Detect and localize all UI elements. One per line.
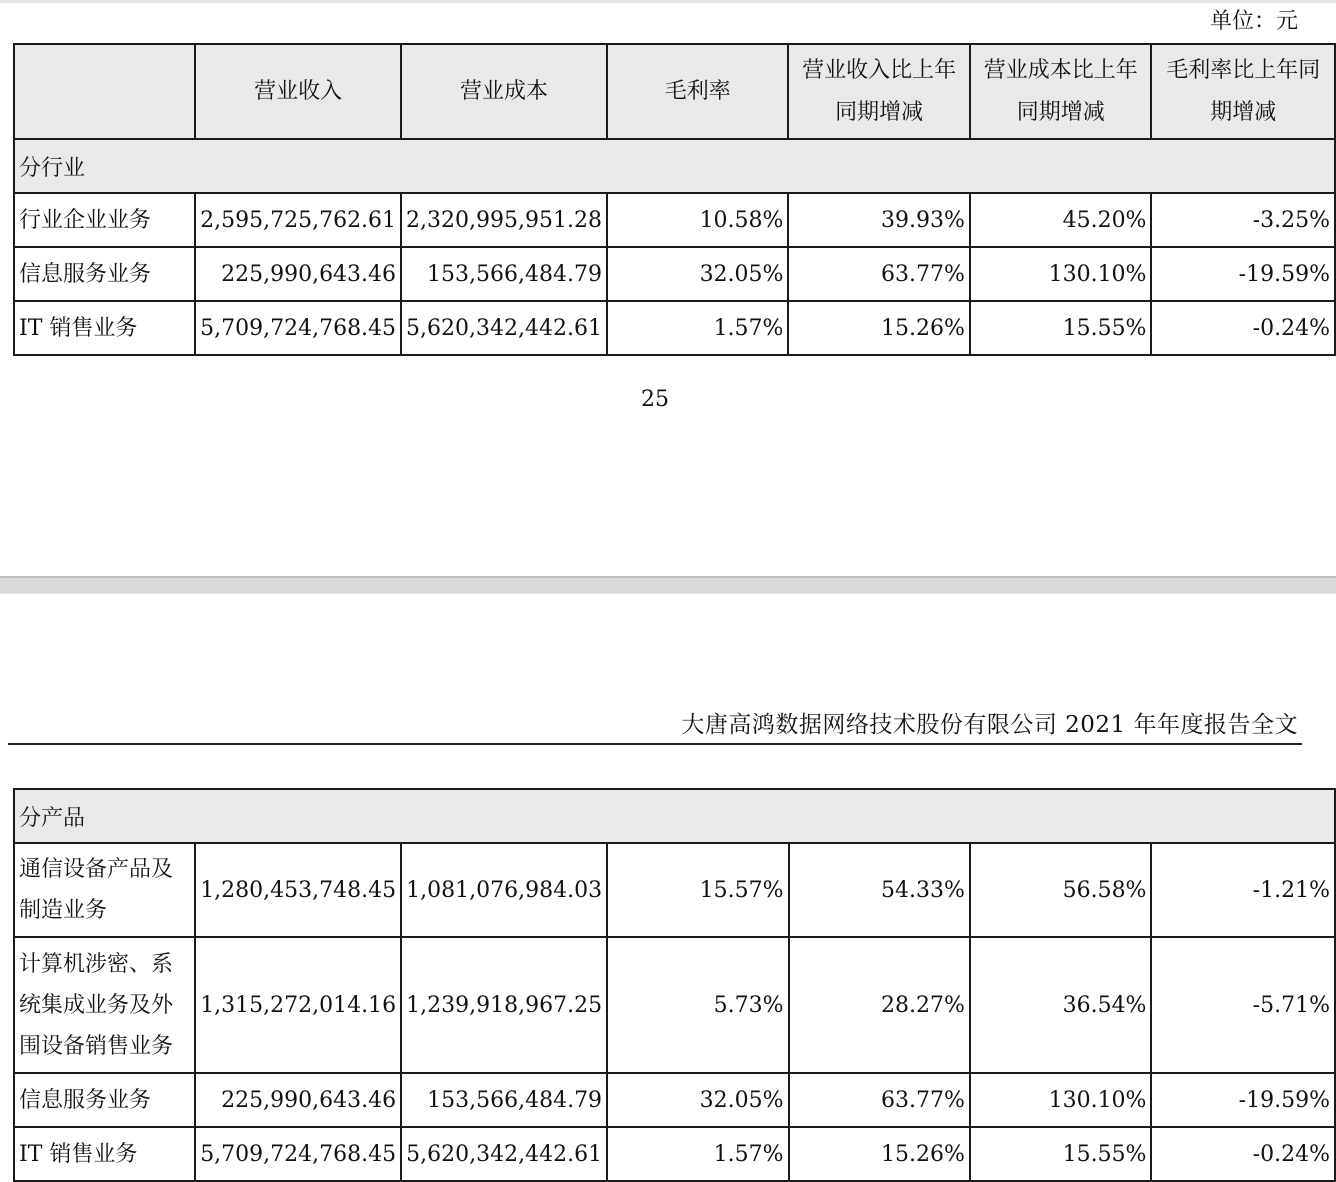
header-revenue: 营业收入 [195, 44, 401, 139]
margin-change-cell: -19.59% [1151, 1073, 1335, 1127]
cost-change-cell: 15.55% [970, 1127, 1152, 1181]
table-row [14, 937, 1335, 1073]
cost-change-cell: 56.58% [970, 843, 1152, 937]
table-row [14, 301, 1335, 355]
margin-cell: 10.58% [607, 193, 788, 247]
margin-cell: 15.57% [607, 843, 788, 937]
page-top [0, 0, 1336, 576]
header-blank [14, 44, 195, 139]
cost-change-cell: 130.10% [970, 1073, 1152, 1127]
row-name: 信息服务业务 [14, 1073, 195, 1127]
revenue-cell: 5,709,724,768.45 [195, 1127, 401, 1181]
cost-change-cell: 45.20% [970, 193, 1152, 247]
table-row [14, 193, 1335, 247]
cost-cell: 5,620,342,442.61 [401, 301, 607, 355]
margin-cell: 1.57% [607, 1127, 788, 1181]
margin-change-cell: -0.24% [1151, 1127, 1335, 1181]
margin-change-cell: -0.24% [1151, 301, 1335, 355]
cost-cell: 2,320,995,951.28 [401, 193, 607, 247]
table-row [14, 247, 1335, 301]
section-row-product [14, 789, 1335, 843]
header-cost: 营业成本 [401, 44, 607, 139]
revenue-change-cell: 28.27% [789, 937, 970, 1073]
table-row [14, 1073, 1335, 1127]
title-rule [8, 743, 1302, 745]
margin-change-cell: -1.21% [1151, 843, 1335, 937]
row-name: 计算机涉密、系统集成业务及外围设备销售业务 [14, 937, 195, 1073]
margin-cell: 32.05% [607, 1073, 788, 1127]
margin-cell: 32.05% [607, 247, 788, 301]
revenue-cell: 5,709,724,768.45 [195, 301, 401, 355]
cost-cell: 5,620,342,442.61 [401, 1127, 607, 1181]
row-name: 信息服务业务 [14, 247, 195, 301]
revenue-change-cell: 15.26% [788, 301, 969, 355]
unit-label: 单位：元 [1209, 9, 1298, 34]
cost-cell: 153,566,484.79 [401, 247, 607, 301]
report-title: 大唐高鸿数据网络技术股份有限公司 2021 年年度报告全文 [681, 712, 1298, 738]
cost-change-cell: 15.55% [970, 301, 1152, 355]
revenue-cell: 1,280,453,748.45 [195, 843, 401, 937]
margin-change-cell: -3.25% [1151, 193, 1335, 247]
header-row [14, 44, 1335, 139]
product-table [13, 788, 1336, 1182]
page-top-rule [0, 0, 1336, 3]
margin-change-cell: -19.59% [1151, 247, 1335, 301]
cost-change-cell: 36.54% [970, 937, 1152, 1073]
industry-table [13, 43, 1336, 356]
header-cost-change: 营业成本比上年同期增减 [970, 44, 1152, 139]
revenue-change-cell: 54.33% [789, 843, 970, 937]
revenue-cell: 225,990,643.46 [195, 247, 401, 301]
row-name: 通信设备产品及制造业务 [14, 843, 195, 937]
cost-cell: 1,239,918,967.25 [401, 937, 607, 1073]
revenue-change-cell: 39.93% [788, 193, 969, 247]
cost-change-cell: 130.10% [970, 247, 1152, 301]
table-row [14, 1127, 1335, 1181]
section-row-industry [14, 139, 1335, 193]
page-bottom [0, 594, 1336, 1176]
margin-cell: 1.57% [607, 301, 788, 355]
row-name: 行业企业业务 [14, 193, 195, 247]
revenue-cell: 2,595,725,762.61 [195, 193, 401, 247]
margin-cell: 5.73% [607, 937, 788, 1073]
row-name: IT 销售业务 [14, 301, 195, 355]
header-revenue-change: 营业收入比上年同期增减 [788, 44, 969, 139]
row-name: IT 销售业务 [14, 1127, 195, 1181]
cost-cell: 153,566,484.79 [401, 1073, 607, 1127]
cost-cell: 1,081,076,984.03 [401, 843, 607, 937]
revenue-change-cell: 63.77% [788, 247, 969, 301]
page-number: 25 [641, 387, 669, 412]
header-margin: 毛利率 [607, 44, 788, 139]
section-label: 分行业 [14, 139, 1335, 193]
revenue-change-cell: 63.77% [789, 1073, 970, 1127]
revenue-cell: 1,315,272,014.16 [195, 937, 401, 1073]
section-label: 分产品 [14, 789, 1335, 843]
revenue-change-cell: 15.26% [789, 1127, 970, 1181]
page-separator [0, 576, 1336, 594]
table-row [14, 843, 1335, 937]
revenue-cell: 225,990,643.46 [195, 1073, 401, 1127]
margin-change-cell: -5.71% [1151, 937, 1335, 1073]
header-margin-change: 毛利率比上年同期增减 [1151, 44, 1335, 139]
